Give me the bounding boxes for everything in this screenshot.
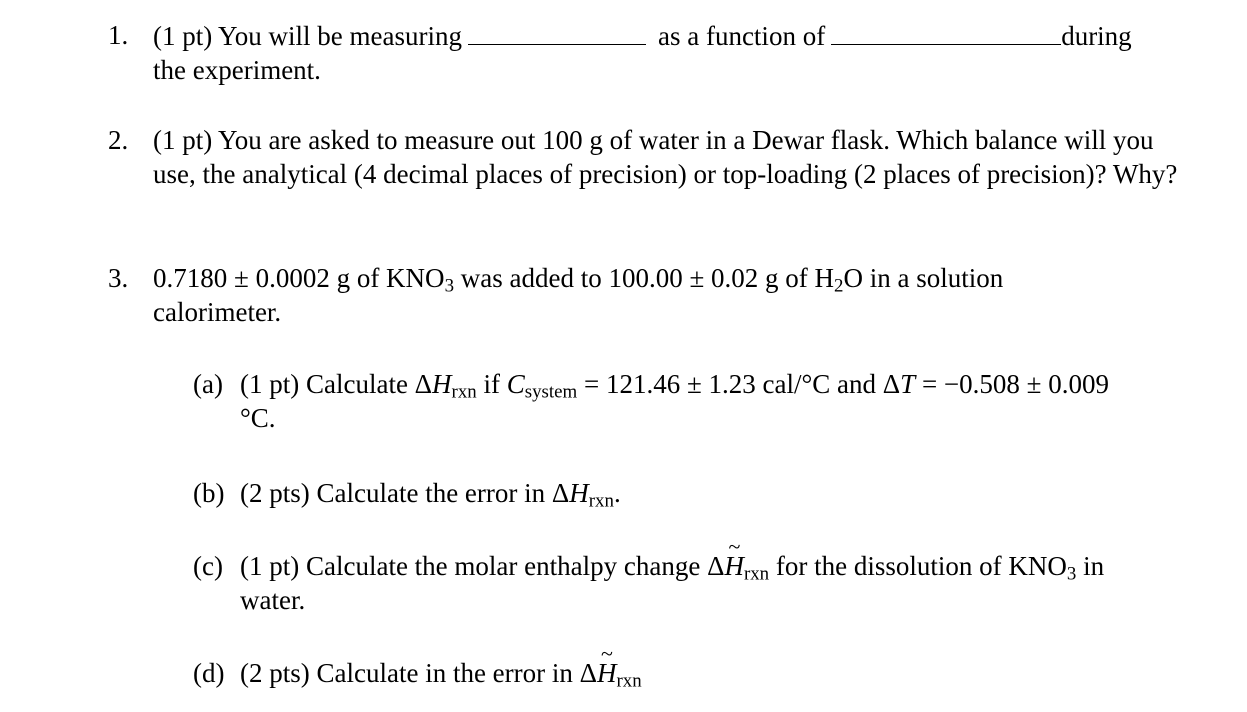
question-text: 0.7180 ± 0.0002 g of $KNO_3$ was added to 100.00 ± 0.02 g of $H_2O$ in a solution calorimeter. bbox=[153, 263, 1004, 327]
subquestion-label: (b) bbox=[193, 478, 225, 508]
subquestion-text: (1 pt) Calculate $\Delta H_{rxn}$ if $C_{system} = 121.46 \pm 1.23$ cal/°C and ΔT = −0.508 ± 0.009 °C. bbox=[240, 369, 1109, 433]
question-number: 3. bbox=[108, 263, 129, 293]
question-1-line2: the experiment. bbox=[153, 55, 321, 85]
question-number: 2. bbox=[108, 125, 129, 155]
question-1-part2: as a function of bbox=[657, 21, 826, 51]
subquestion-label: (a) bbox=[193, 369, 223, 399]
subquestion-label: (d) bbox=[193, 658, 225, 688]
question-number: 1. bbox=[108, 20, 129, 50]
subquestion-label: (c) bbox=[193, 551, 223, 581]
question-1-part1: (1 pt) You will be measuring bbox=[153, 21, 462, 51]
h-tilde: H ~ bbox=[597, 656, 617, 690]
h-tilde: H ~ bbox=[724, 549, 744, 583]
subquestion-text: (1 pt) Calculate the molar enthalpy change ΔH $\sim_{rxn}$ for the dissolution of $KNO_3$ in water. bbox=[240, 549, 1175, 617]
question-text bbox=[153, 18, 1188, 87]
subquestion-text: (2 pts) Calculate in the error in ΔH $\sim_{rxn}$ bbox=[240, 656, 1183, 690]
question-text: (1 pt) You are asked to measure out 100 g of water in a Dewar flask. Which balance will you use, the analytical (4 decimal places of precision) or top-loading (2 places of precision)? Why? bbox=[153, 125, 1178, 189]
answer-blank-1[interactable] bbox=[468, 18, 646, 45]
subquestion-text: (2 pts) Calculate the error in $\Delta H_{rxn}$. bbox=[240, 478, 621, 512]
question-1-part3: during bbox=[1061, 21, 1132, 51]
answer-blank-2[interactable] bbox=[831, 18, 1061, 45]
